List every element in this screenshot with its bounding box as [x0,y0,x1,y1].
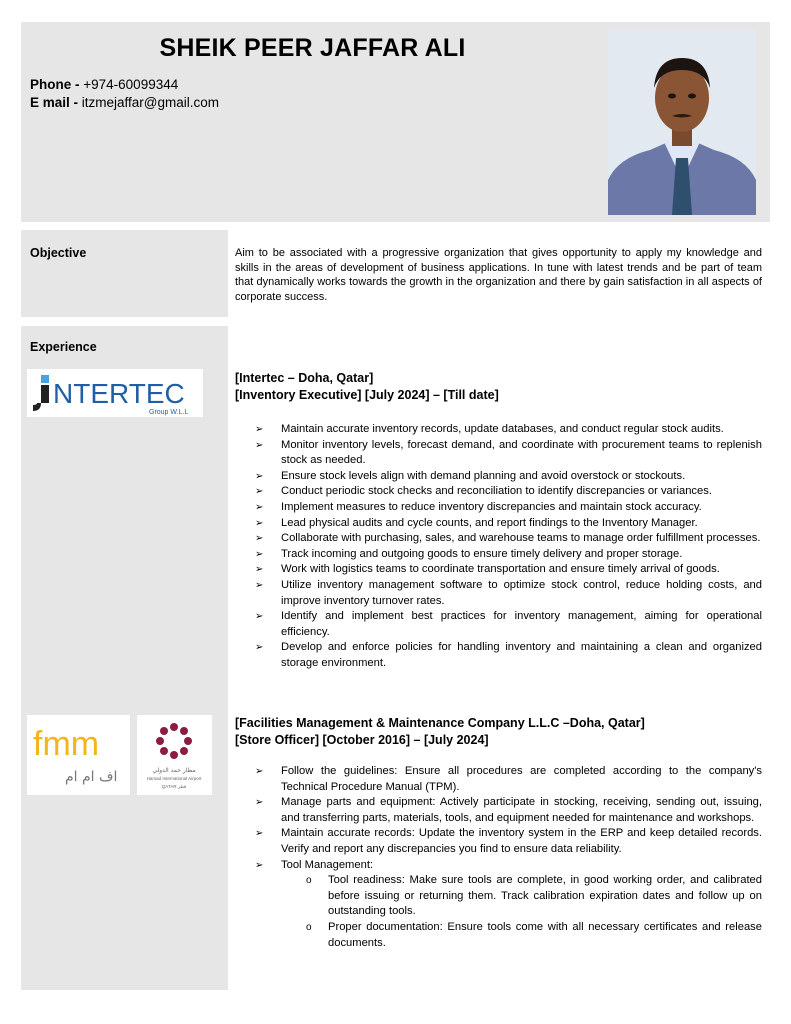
list-item: ➢ Work with logistics teams to coordinate transportation and ensure timely arrival of goods. [281,562,762,578]
sub-list-item: o Proper documentation: Ensure tools come with all necessary certificates and release documents. [306,920,762,949]
email-line [30,95,219,110]
svg-text:NTERTEC: NTERTEC [53,378,185,409]
job1-company: [Intertec – Doha, Qatar] [235,371,374,385]
arrow-bullet-icon: ➢ [255,424,264,435]
arrow-bullet-icon: ➢ [255,501,264,513]
svg-text:اف ام ام: اف ام ام [65,769,118,785]
experience-label: Experience [30,340,97,354]
arrow-bullet-icon: ➢ [255,611,264,623]
phone-label: Phone - [30,77,80,92]
intertec-logo [27,369,203,417]
arrow-bullet-icon: ➢ [255,797,264,809]
list-item: ➢ Develop and enforce policies for handling inventory and maintaining a clean and organized storage environment. [255,641,762,669]
list-item: ➢ Manage parts and equipment: Actively participate in stocking, receiving, sending out, issuing, and transferring parts, materials, tools, and equipment needed for maintenance and workshops. [255,796,762,824]
job2-company: [Facilities Management & Maintenance Company L.L.C –Doha, Qatar] [235,716,645,730]
profile-photo [608,30,756,215]
svg-text:مطار حمد الدولي: مطار حمد الدولي [152,767,196,774]
arrow-bullet-icon: ➢ [255,470,264,482]
list-item: ➢ Implement measures to reduce inventory discrepancies and maintain stock accuracy. [281,500,762,516]
email-label: E mail - [30,95,79,110]
fmm-logo [27,715,130,795]
list-item: ➢ Utilize inventory management software to optimize stock control, reduce holding costs, and improve inventory turnover rates. [255,578,762,607]
circle-bullet-icon: o [306,921,312,933]
phone-line [30,77,178,92]
arrow-bullet-icon: ➢ [255,828,264,840]
arrow-bullet-icon: ➢ [255,517,264,529]
arrow-bullet-icon: ➢ [255,564,264,576]
list-item: ➢ Maintain accurate inventory records, update databases, and conduct regular stock audits. [281,422,762,438]
circle-bullet-icon: o [306,875,312,887]
list-item: ➢ Tool Management: o Tool readiness: Make sure tools are complete, in good working order, and calibrated before issuing or returning them. Track calibration expiration dates and follow up on outstanding tools. o Proper documentation: Ensure tools come with all necessary certificates and release documents. [281,858,762,952]
list-item: ➢ Track incoming and outgoing goods to ensure timely delivery and proper storage. [281,547,762,563]
arrow-bullet-icon: ➢ [255,486,264,498]
list-item: ➢ Ensure stock levels align with demand planning and avoid overstock or stockouts. [281,469,762,485]
svg-text:Group W.L.L: Group W.L.L [149,409,189,416]
candidate-name: SHEIK PEER JAFFAR ALI [159,34,466,62]
tool-management-sublist [281,873,762,951]
arrow-bullet-icon: ➢ [255,859,264,871]
objective-text: Aim to be associated with a progressive organization that gives opportunity to apply my knowledge and skills in the areas of development of business applications. In tune with latest trends and be part of team that dynamically works towards the growth in the organization and there by gain satisfaction in all aspects of corporate success. [235,247,762,303]
svg-text:fmm: fmm [33,725,100,763]
list-item: ➢ Lead physical audits and cycle counts, and report findings to the Inventory Manager. [281,516,762,532]
arrow-bullet-icon: ➢ [255,579,264,591]
arrow-bullet-icon: ➢ [255,766,264,777]
job2-duties-list [255,764,762,951]
arrow-bullet-icon: ➢ [255,439,264,451]
job1-role: [Inventory Executive] [July 2024] – [Till date] [235,388,499,402]
list-item: ➢ Maintain accurate records: Update the inventory system in the ERP and keep detailed records. Verify and report any discrepancies you find to ensure data reliability. [255,827,762,855]
list-item: ➢ Identify and implement best practices for inventory management, aiming for operational efficiency. [255,610,762,638]
list-item: ➢ Monitor inventory levels, forecast demand, and coordinate with procurement teams to replenish stock as needed. [255,438,762,467]
svg-text:QATAR قطر: QATAR قطر [161,784,187,789]
job2-role: [Store Officer] [October 2016] – [July 2024] [235,733,489,747]
svg-text:Hamad International Airport: Hamad International Airport [146,776,202,781]
list-item: ➢ Collaborate with purchasing, sales, and warehouse teams to manage order fulfillment processes. [281,531,762,547]
sub-list-item: o Tool readiness: Make sure tools are complete, in good working order, and calibrated before issuing or returning them. Track calibration expiration dates and follow up on outstanding tools. [306,874,762,918]
list-item: ➢ Conduct periodic stock checks and reconciliation to identify discrepancies or variances. [281,484,762,500]
email-value: itzmejaffar@gmail.com [81,95,220,110]
arrow-bullet-icon: ➢ [255,642,264,654]
objective-label: Objective [30,246,87,260]
hamad-airport-logo [137,715,212,795]
arrow-bullet-icon: ➢ [255,533,264,545]
section-divider [21,317,228,326]
arrow-bullet-icon: ➢ [255,548,264,560]
list-item: ➢ Follow the guidelines: Ensure all procedures are completed according to the company's Technical Procedure Manual (TPM). [255,765,762,793]
job1-duties-list [255,422,762,672]
phone-value: +974-60099344 [83,77,179,92]
